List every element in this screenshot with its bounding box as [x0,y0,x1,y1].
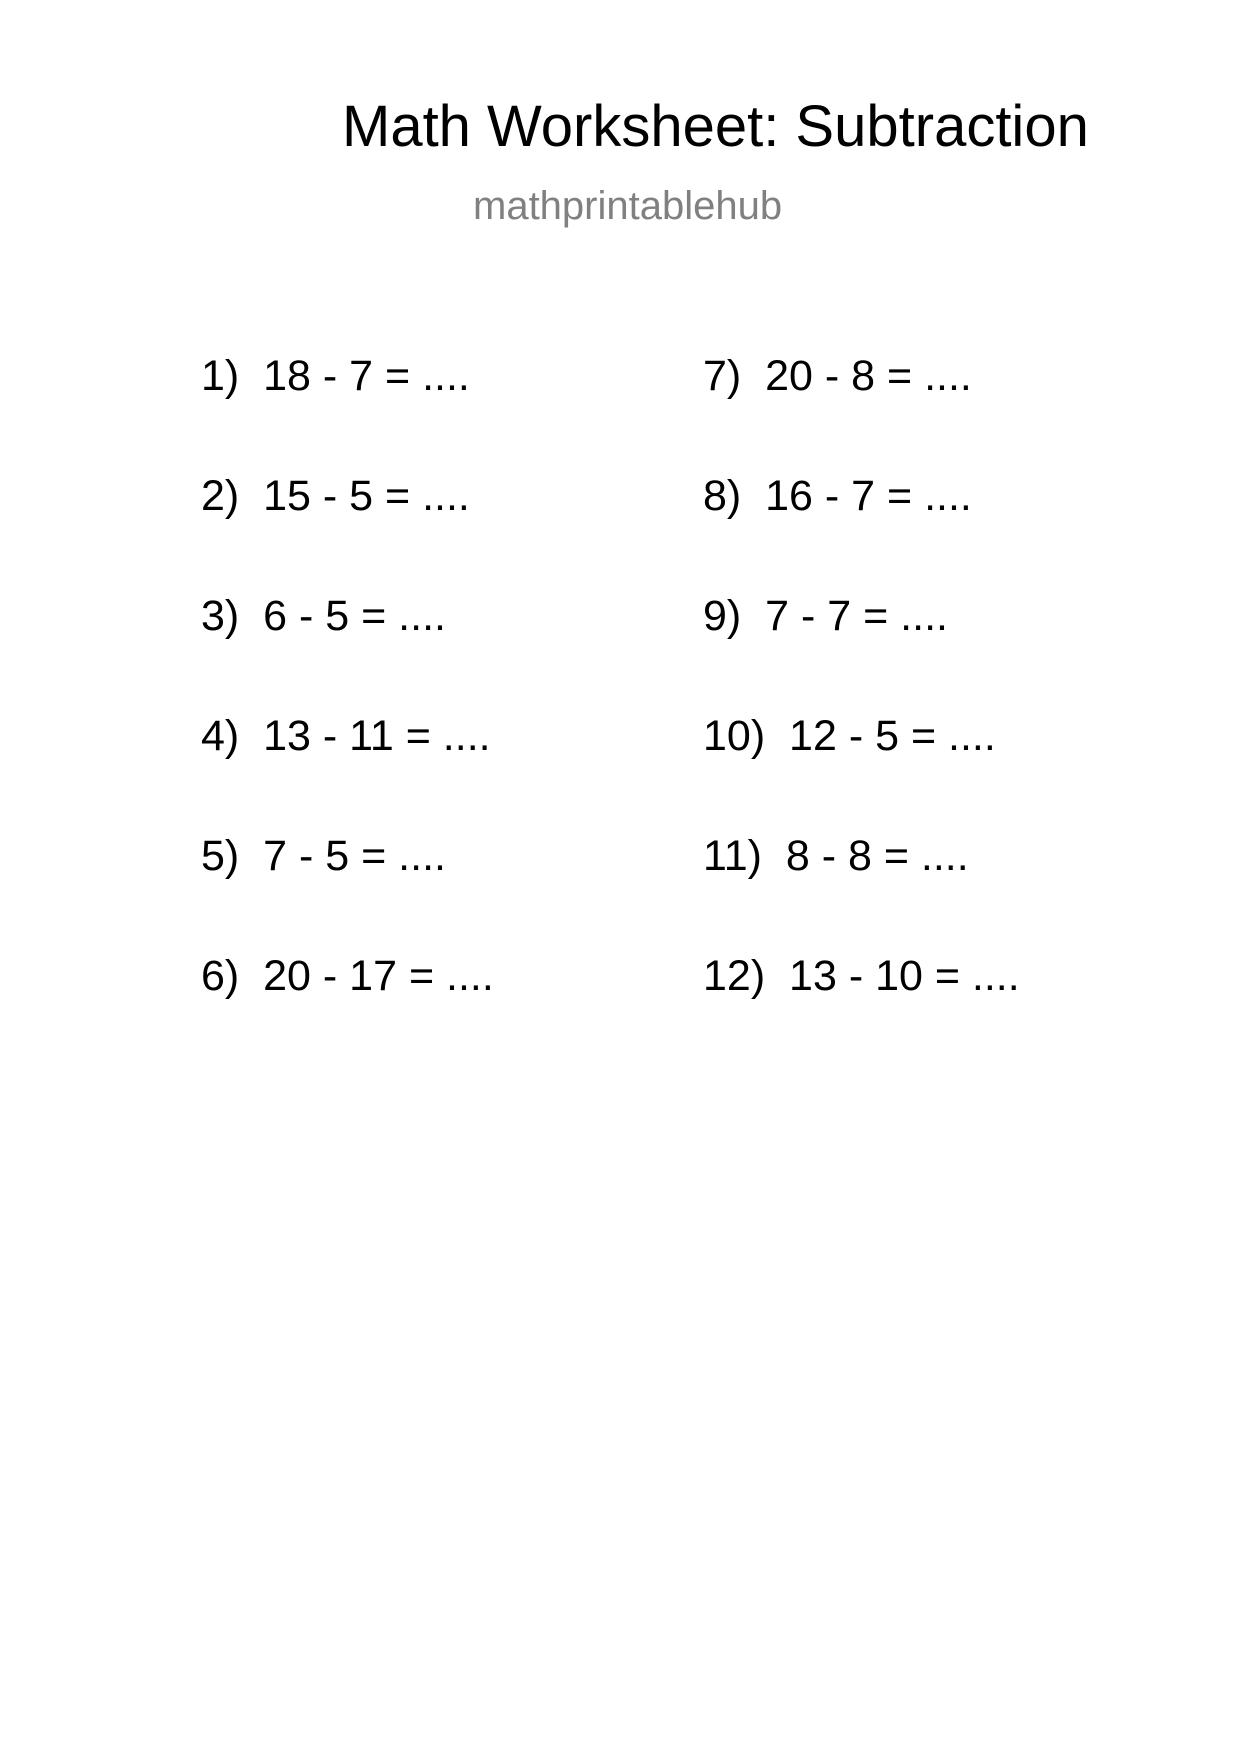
problem-9: 9) 7 - 7 = .... [703,592,948,640]
problem-1: 1) 18 - 7 = .... [201,352,470,400]
page-title: Math Worksheet: Subtraction [342,94,1089,159]
problem-3: 3) 6 - 5 = .... [201,592,446,640]
problem-12: 12) 13 - 10 = .... [703,952,1020,1000]
problem-5: 5) 7 - 5 = .... [201,832,446,880]
problem-6: 6) 20 - 17 = .... [201,952,494,1000]
problem-7: 7) 20 - 8 = .... [703,352,972,400]
problem-2: 2) 15 - 5 = .... [201,472,470,520]
source-label: mathprintablehub [473,184,783,228]
problem-4: 4) 13 - 11 = .... [201,712,491,760]
problem-10: 10) 12 - 5 = .... [703,712,996,760]
problem-11: 11) 8 - 8 = .... [703,832,969,880]
problem-8: 8) 16 - 7 = .... [703,472,972,520]
